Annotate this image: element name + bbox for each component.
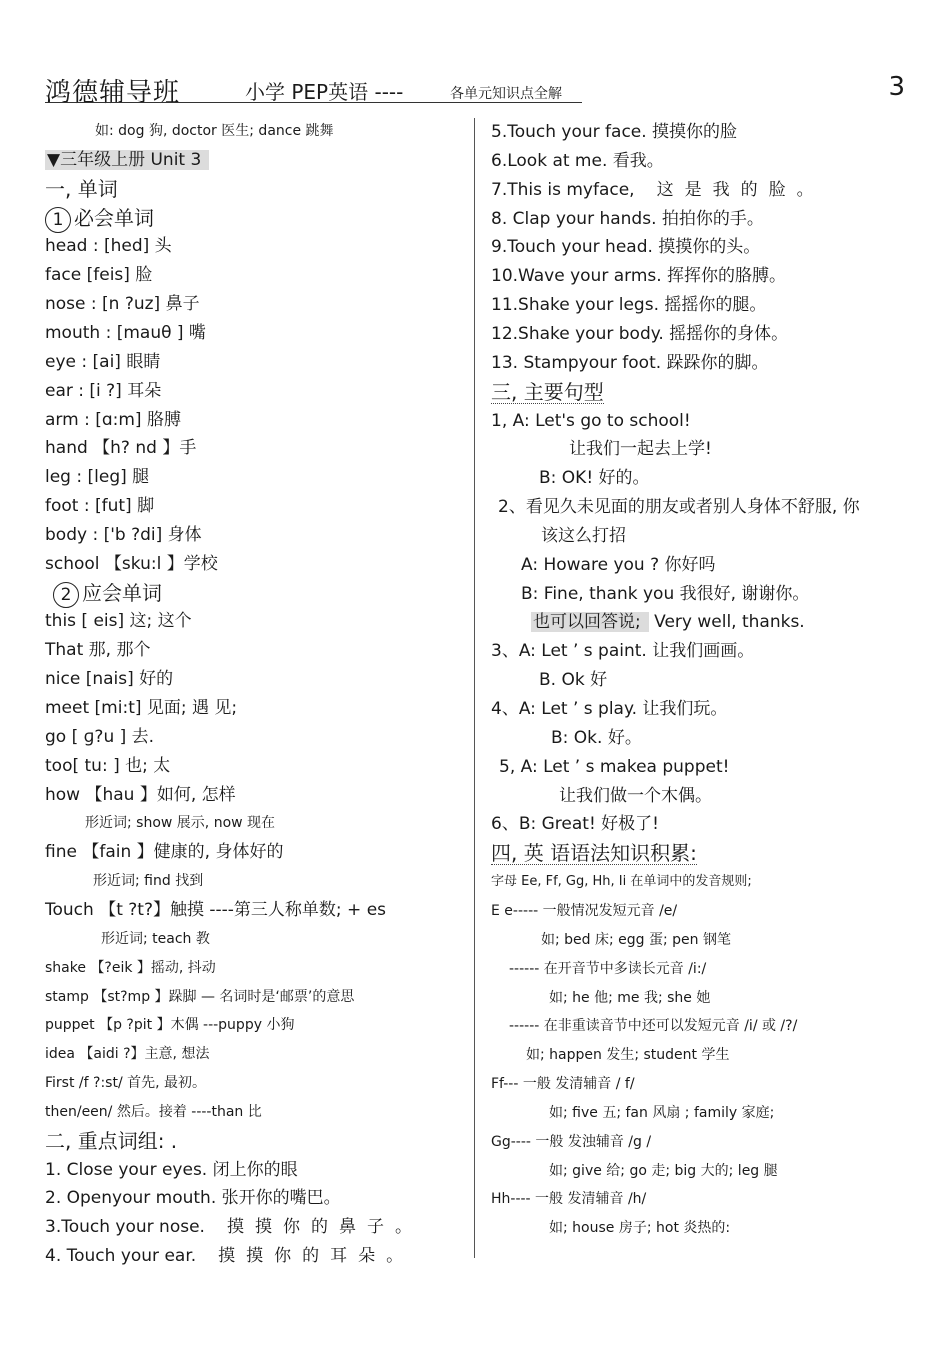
- text-line: [521, 554, 716, 576]
- text-line: [45, 322, 206, 344]
- text-line: [509, 958, 706, 980]
- line-text: 一, 单词: [45, 176, 118, 201]
- line-text: E e----- 一般情况发短元音 /e/: [491, 902, 678, 919]
- text-line: [45, 755, 170, 777]
- line-text: 三, 主要句型: [491, 379, 604, 404]
- text-line: [45, 1159, 298, 1181]
- text-line: [541, 929, 731, 951]
- line-text: Ff--- 一般 发清辅音 / f/: [491, 1076, 635, 1093]
- line-text: Gg---- 一般 发浊辅音 /g /: [491, 1133, 652, 1150]
- line-text: 让我们做一个木偶。: [559, 785, 712, 806]
- text-line: [45, 437, 196, 459]
- line-text: eye : [ai] 眼睛: [45, 351, 161, 372]
- text-line: [93, 870, 203, 892]
- spaced-translation: 摸摸你的鼻子。: [226, 1217, 423, 1238]
- text-line: [498, 496, 860, 518]
- spaced-translation: 摸摸你的耳朵。: [218, 1246, 415, 1267]
- line-text: 5, A: Let ’ s makea puppet!: [499, 756, 730, 777]
- text-line: [541, 525, 626, 547]
- line-text: 7.This is myface,: [491, 179, 635, 200]
- text-line: [491, 294, 766, 316]
- line-text: idea 【aidi ?】主意, 想法: [45, 1046, 210, 1063]
- text-line: [491, 381, 604, 404]
- text-line: [509, 1015, 797, 1037]
- text-line: [45, 149, 209, 171]
- text-line: [45, 1043, 209, 1065]
- text-line: [45, 524, 202, 546]
- text-line: [45, 1072, 206, 1094]
- text-line: [549, 987, 710, 1009]
- line-text: 如; house 房子; hot 炎热的:: [549, 1220, 731, 1237]
- text-line: [539, 669, 607, 691]
- text-line: [491, 900, 677, 922]
- line-text: 也可以回答说;: [531, 612, 649, 632]
- line-text: B: OK! 好的。: [539, 468, 650, 489]
- line-text: hand 【h? nd 】手: [45, 438, 197, 459]
- line-text: 二, 重点词组: .: [45, 1128, 178, 1153]
- line-text: mouth : [mauθ ] 嘴: [45, 322, 206, 343]
- text-line: [45, 784, 236, 806]
- line-text: foot : [fut] 脚: [45, 496, 155, 517]
- line-text: head : [hed] 头: [45, 236, 172, 257]
- text-line: [45, 697, 237, 719]
- text-line: [549, 1102, 774, 1124]
- text-line: [491, 236, 760, 258]
- line-text: 如; happen 发生; student 学生: [526, 1047, 730, 1064]
- text-line: [521, 583, 809, 605]
- text-line: [491, 842, 697, 865]
- text-line: [45, 409, 181, 431]
- text-line: [45, 668, 173, 690]
- line-text: then/een/ 然后。接着 ----than 比: [45, 1103, 262, 1120]
- text-line: [491, 208, 764, 230]
- circled-number: 1: [45, 207, 71, 233]
- text-line: [45, 639, 150, 661]
- line-text: 13. Stampyour foot. 跺跺你的脚。: [491, 352, 769, 373]
- text-line: [491, 265, 786, 287]
- line-text: 2、看见久未见面的朋友或者别人身体不舒服, 你: [498, 497, 860, 518]
- line-text: 形近词; show 展示, now 现在: [85, 815, 276, 832]
- text-line: [45, 264, 152, 286]
- text-line: [53, 582, 162, 608]
- text-line: [491, 179, 825, 201]
- text-line: [101, 928, 210, 950]
- line-text: meet [mi:t] 见面; 遇 见;: [45, 698, 238, 718]
- circled-number: 2: [53, 582, 79, 608]
- text-line: [491, 352, 769, 374]
- line-text: shake 【?eik 】摇动, 抖动: [45, 959, 216, 976]
- text-line: [45, 1130, 177, 1152]
- line-text: 12.Shake your body. 摇摇你的身体。: [491, 323, 789, 344]
- text-line: [45, 293, 200, 315]
- spaced-translation: 这是我的脸。: [656, 179, 825, 200]
- text-line: [549, 1217, 730, 1239]
- line-text: 四, 英 语语法知识积累:: [491, 841, 697, 866]
- text-line: [499, 756, 729, 778]
- text-line: [45, 495, 154, 517]
- line-text: Hh---- 一般 发清辅音 /h/: [491, 1191, 647, 1208]
- line-text: B. Ok 好: [539, 670, 608, 691]
- text-line: [45, 235, 172, 257]
- line-text: 4. Touch your ear.: [45, 1246, 197, 1267]
- text-line: [491, 1131, 651, 1153]
- text-line: [45, 380, 161, 402]
- text-line: [491, 813, 659, 835]
- text-line: [551, 727, 642, 749]
- text-line: [569, 438, 712, 460]
- line-text: 3、A: Let ’ s paint. 让我们画画。: [491, 641, 755, 662]
- line-text: 10.Wave your arms. 挥挥你的胳膊。: [491, 266, 787, 287]
- text-line: [531, 611, 805, 633]
- text-line: [45, 1187, 341, 1209]
- text-line: [491, 698, 727, 720]
- line-text: ear : [i ?] 耳朵: [45, 380, 162, 401]
- text-line: [45, 351, 160, 373]
- text-line: [539, 467, 650, 489]
- text-line: [45, 207, 154, 233]
- line-text: 让我们一起去上学!: [569, 439, 712, 460]
- line-text: fine 【fain 】健康的, 身体好的: [45, 842, 284, 863]
- page-number: 3: [888, 72, 905, 102]
- line-text: 1, A: Let's go to school!: [491, 410, 691, 431]
- line-text: this [ eis] 这; 这个: [45, 611, 192, 632]
- line-text: nice [nais] 好的: [45, 669, 174, 690]
- text-line: [491, 1073, 635, 1095]
- line-text: face [feis] 脸: [45, 265, 153, 286]
- line-text: puppet 【p ?pit 】木偶 ---puppy 小狗: [45, 1017, 295, 1034]
- text-line: [45, 178, 118, 200]
- line-text: 该这么打招: [541, 525, 626, 546]
- text-line: [491, 150, 664, 172]
- text-line: [45, 726, 154, 748]
- text-line: [491, 640, 754, 662]
- text-line: [45, 1014, 294, 1036]
- line-text: That 那, 那个: [45, 640, 151, 661]
- header-rule: [45, 102, 582, 103]
- line-text: 11.Shake your legs. 摇摇你的腿。: [491, 295, 767, 316]
- text-line: [45, 1245, 414, 1267]
- line-text: school 【sku:l 】学校: [45, 553, 218, 574]
- line-text: 4、A: Let ’ s play. 让我们玩。: [491, 699, 728, 719]
- line-text: B: Fine, thank you 我很好, 谢谢你。: [521, 583, 810, 604]
- line-text: nose : [n ?uz] 鼻子: [45, 294, 200, 315]
- line-text: body : ['b ?di] 身体: [45, 524, 202, 545]
- line-text: 8. Clap your hands. 拍拍你的手。: [491, 208, 764, 229]
- line-text: ------ 在非重读音节中还可以发短元音 /i/ 或 /?/: [509, 1018, 798, 1035]
- text-line: [85, 812, 275, 834]
- text-line: [491, 121, 737, 143]
- line-text: 如; give 给; go 走; big 大的; leg 腿: [549, 1162, 778, 1179]
- line-text: go [ ɡ?u ] 去.: [45, 726, 155, 747]
- line-text: 如; bed 床; egg 蛋; pen 钢笔: [541, 931, 731, 948]
- line-text: 1. Close your eyes. 闭上你的眼: [45, 1159, 298, 1180]
- text-line: [491, 1188, 646, 1210]
- line-text: 形近词; find 找到: [93, 873, 204, 890]
- page-header: [45, 72, 905, 108]
- line-text: 9.Touch your head. 摸摸你的头。: [491, 237, 761, 258]
- line-text: 如; he 他; me 我; she 她: [549, 989, 711, 1006]
- line-text: Touch 【t ?t?】触摸 ----第三人称单数; + es: [45, 899, 387, 920]
- text-line: [45, 1216, 423, 1238]
- text-line: [45, 986, 354, 1008]
- line-text: how 【hau 】如何, 怎样: [45, 784, 236, 805]
- line-text: arm : [ɑ:m] 胳膊: [45, 409, 181, 430]
- line-text: too[ tu: ] 也; 太: [45, 755, 171, 776]
- line-text: 必会单词: [74, 205, 154, 230]
- line-text-tail: Very well, thanks.: [648, 612, 805, 633]
- document-title: 小学 PEP英语 ----: [245, 80, 404, 104]
- line-text: stamp 【st?mp 】跺脚 — 名词时是‘邮票’的意思: [45, 988, 355, 1005]
- line-text: 应会单词: [82, 580, 162, 605]
- text-line: [95, 120, 334, 142]
- line-text: 如; five 五; fan 风扇 ; family 家庭;: [549, 1104, 775, 1121]
- text-line: [45, 957, 216, 979]
- line-text: First /f ?:st/ 首先, 最初。: [45, 1075, 207, 1092]
- text-line: [45, 1101, 262, 1123]
- text-line: [45, 841, 283, 863]
- text-line: [491, 410, 691, 432]
- line-text: 2. Openyour mouth. 张开你的嘴巴。: [45, 1188, 341, 1209]
- text-line: [491, 871, 752, 893]
- text-line: [526, 1044, 729, 1066]
- line-text: 6、B: Great! 好极了!: [491, 814, 659, 835]
- text-line: [45, 466, 149, 488]
- line-text: 3.Touch your nose.: [45, 1217, 205, 1238]
- line-text: leg : [leg] 腿: [45, 467, 150, 488]
- text-line: [559, 785, 712, 807]
- text-line: [45, 610, 192, 632]
- line-text: 形近词; teach 教: [101, 930, 210, 947]
- school-name: 鸿德辅导班: [45, 78, 181, 108]
- line-text: 字母 Ee, Ff, Gg, Hh, Ii 在单词中的发音规则;: [491, 874, 752, 890]
- text-line: [45, 553, 218, 575]
- document-subtitle: 各单元知识点全解: [450, 86, 562, 102]
- line-text: 6.Look at me. 看我。: [491, 150, 664, 171]
- text-line: [549, 1160, 778, 1182]
- line-text: B: Ok. 好。: [551, 727, 642, 748]
- line-text: 5.Touch your face. 摸摸你的脸: [491, 122, 738, 142]
- column-divider: [474, 118, 475, 1258]
- text-line: [491, 323, 788, 345]
- line-text: 如: dog 狗, doctor 医生; dance 跳舞: [95, 123, 334, 139]
- text-line: [45, 899, 386, 921]
- line-text: ▼三年级上册 Unit 3: [45, 150, 209, 170]
- line-text: A: Howare you ? 你好吗: [521, 554, 716, 575]
- line-text: ------ 在开音节中多读长元音 /i:/: [509, 960, 707, 977]
